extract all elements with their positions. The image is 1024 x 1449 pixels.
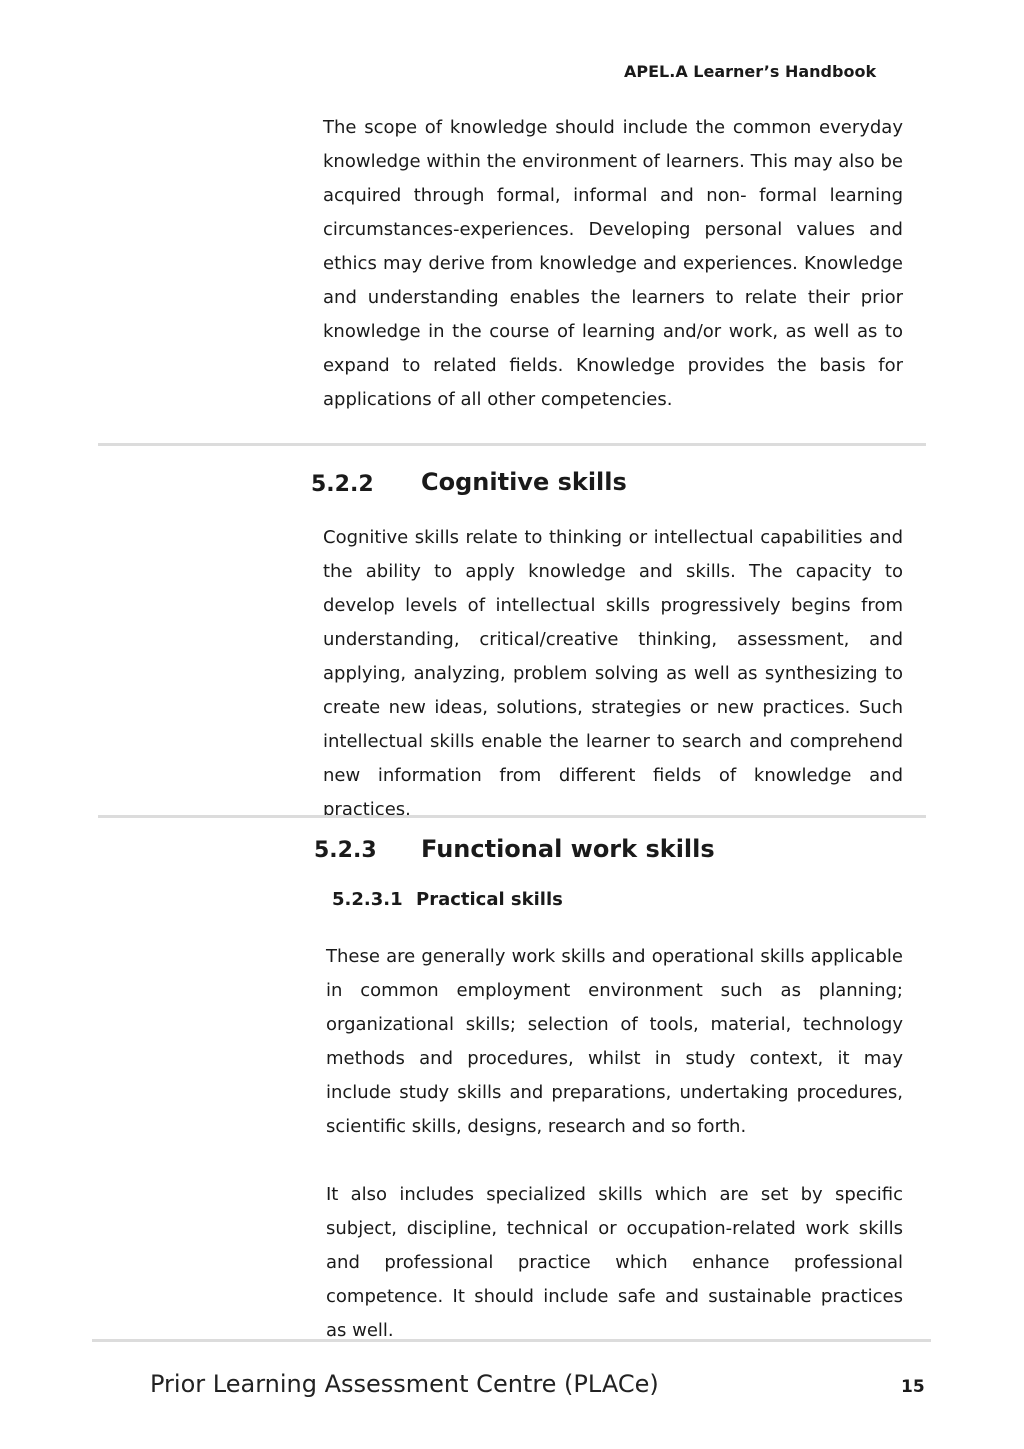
section-number: 5.2.3 [314,838,377,863]
intro-paragraph: The scope of knowledge should include the common everyday knowledge within the environment of learners. This may also be acquired through formal, informal and non- formal learning circumstances-experiences. Developing personal values and ethics may derive from knowledge and experiences. Knowledge and understanding enables the learners to relate their prior knowledge in the course of learning and/or work, as well as to expand to related fields. Knowledge provides the basis for applications of all other competencies. [323,117,903,410]
footer-divider [92,1339,931,1342]
section-number: 5.2.2 [311,472,374,497]
divider [98,815,926,818]
footer-organization: Prior Learning Assessment Centre (PLACe) [150,1370,659,1398]
cognitive-paragraph: Cognitive skills relate to thinking or intellectual capabilities and the ability to apply knowledge and skills. The capacity to develop levels of intellectual skills progressively begins from understanding, critical/creative thinking, assessment, and applying, analyzing, problem solving as well as synthesizing to create new ideas, solutions, strategies or new practices. Such intellectual skills enable the learner to search and comprehend new information from different fields of knowledge and practices. [323,527,903,818]
subsection-title: Practical skills [416,889,563,910]
running-header: APEL.A Learner’s Handbook [624,62,877,81]
section-title: Functional work skills [421,835,715,863]
page-number: 15 [901,1377,925,1397]
specialized-skills-paragraph: It also includes specialized skills which are set by specific subject, discipline, technical or occupation-related work skills and professional practice which enhance professional competence. It should include safe and sustainable practices as well. [326,1184,903,1341]
subsection-number: 5.2.3.1 [332,889,403,910]
practical-skills-paragraph: These are generally work skills and operational skills applicable in common employment environment such as planning; organizational skills; selection of tools, material, technology methods and procedures, whilst in study context, it may include study skills and preparations, undertaking procedures, scientific skills, designs, research and so forth. [326,946,903,1137]
section-title: Cognitive skills [421,468,627,496]
